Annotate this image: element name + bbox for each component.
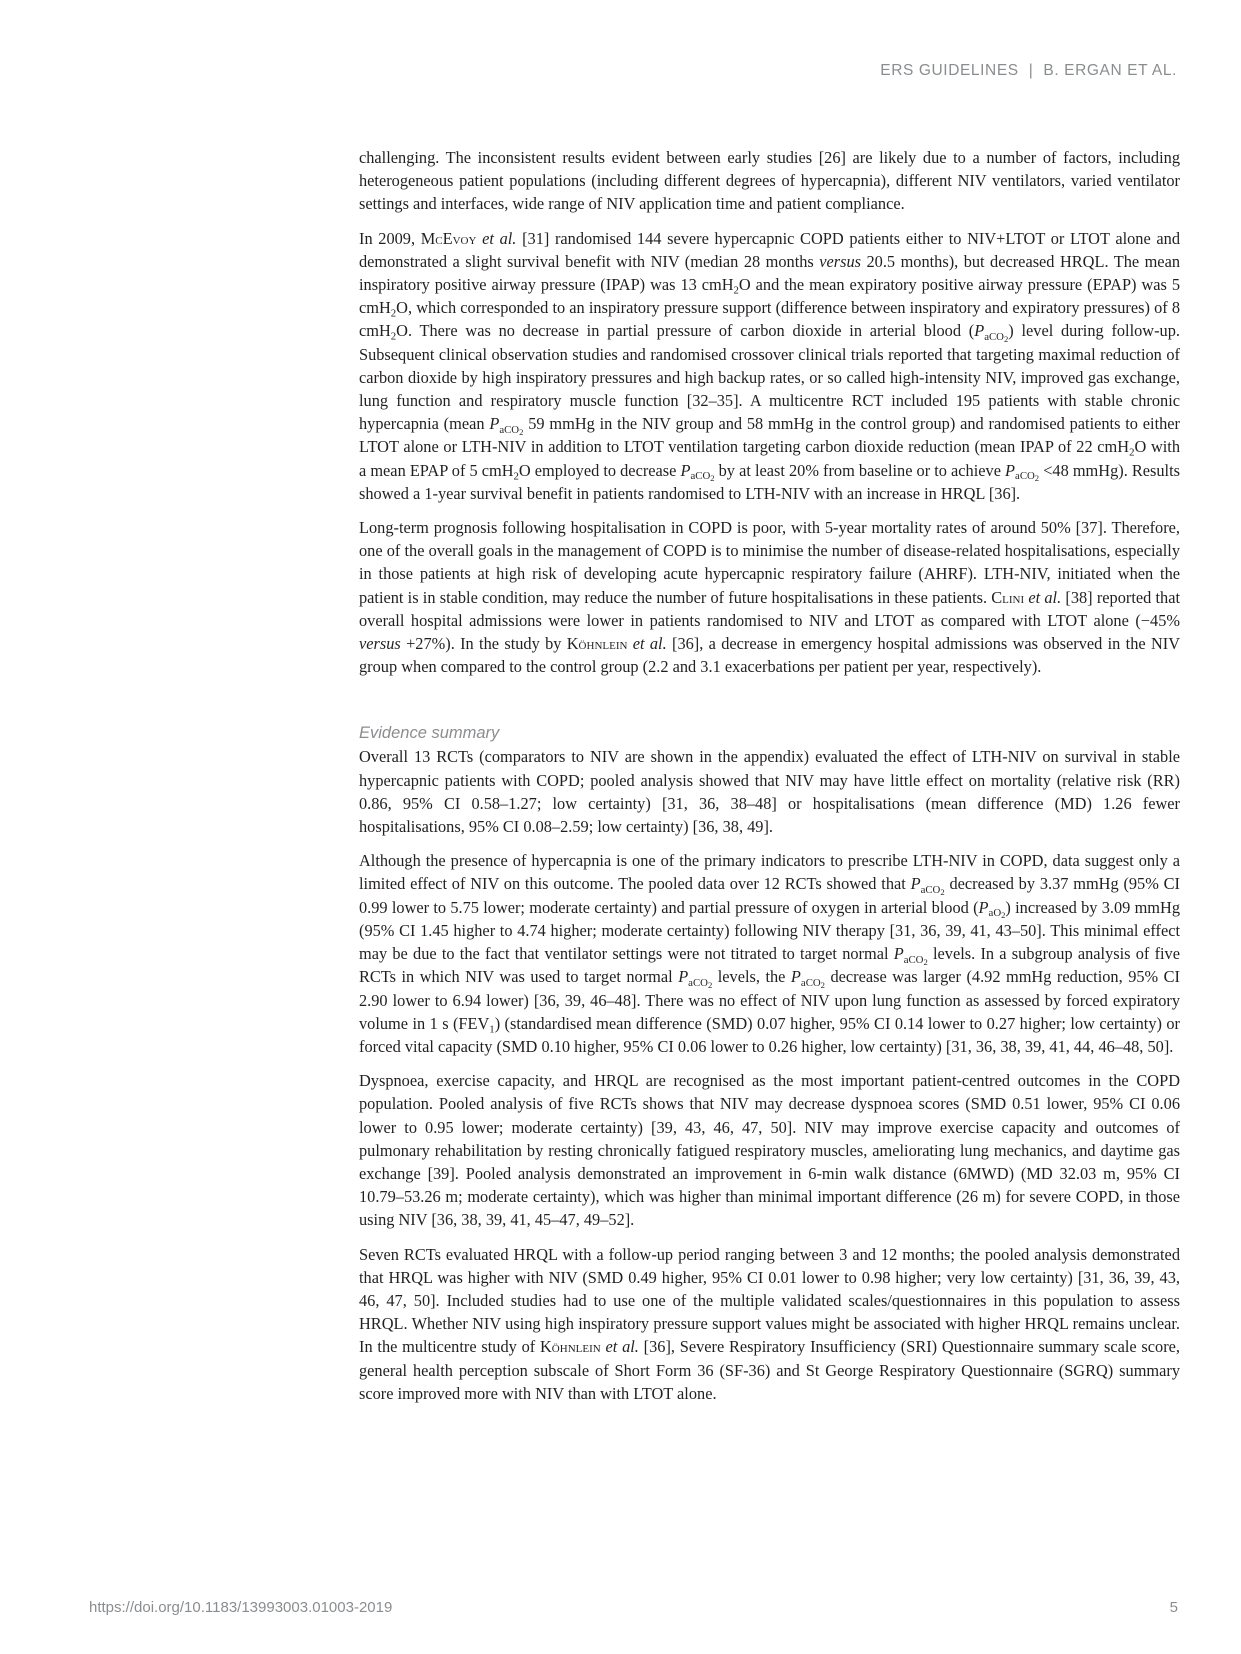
paragraph-7: Seven RCTs evaluated HRQL with a follow-up period ranging between 3 and 12 months; the pooled analysis demonstrated that HRQL was higher with NIV (SMD 0.49 higher, 95% CI 0.01 lower to 0.98 higher; very low certainty) [31, 36, 39, 43, 46, 47, 50]. Included studies had to use one of the multiple validated scales/questionnaires in this population to assess HRQL. Whether NIV using high inspiratory pressure support values might be associated with higher HRQL remains unclear. In the multicentre study of Köhnlein et al. [36], Severe Respiratory Insufficiency (SRI) Questionnaire summary scale score, general health perception subscale of Short Form 36 (SF-36) and St George Respiratory Questionnaire (SGRQ) summary score improved more with NIV than with LTOT alone.	[359, 1244, 1180, 1403]
journal-section-label: ERS GUIDELINES	[880, 62, 1019, 79]
author-mcevoy: McEvoy	[420, 228, 477, 248]
paragraph-3: Long-term prognosis following hospitalisation in COPD is poor, with 5-year mortality rates of around 50% [37]. Therefore, one of the overall goals in the management of COPD is to minimise the number of disease-related hospitalisations, especially in those patients at high risk of developing acute hypercapnic respiratory failure (AHRF). LTH-NIV, initiated when the patient is in stable condition, may reduce the number of future hospitalisations in these patients. Clini et al. [38] reported that overall hospital admissions were lower in patients randomised to NIV and LTOT as compared with LTOT alone (−45% versus +27%). In the study by Köhnlein et al. [36], a decrease in emergency hospital admissions was observed in the NIV group when compared to the control group (2.2 and 3.1 exacerbations per patient per year, respectively).	[359, 518, 1181, 677]
section-heading-evidence-summary: Evidence summary	[359, 724, 500, 743]
article-body	[359, 146, 1180, 1405]
paragraph-2: In 2009, McEvoy et al. [31] randomised 144 severe hypercapnic COPD patients either to NIV+LTOT or LTOT alone and demonstrated a slight survival benefit with NIV (median 28 months versus 20.5 months), but decreased HRQL. The mean inspiratory positive airway pressure (IPAP) was 13 cmH$_2$O and the mean expiratory positive airway pressure (EPAP) was 5 cmH$_2$O, which corresponded to an inspiratory pressure support (difference between inspiratory and expiratory pressures) of 8 cmH$_2$O. There was no decrease in partial pressure of carbon dioxide in arterial blood $(P_{aCO_2})$ level during follow-up. Subsequent clinical observation studies and randomised crossover clinical trials reported that targeting maximal reduction of carbon dioxide by high inspiratory pressures and high backup rates, or so called high-intensity NIV, improved gas exchange, lung function and respiratory muscle function [32–35]. A multicentre RCT included 195 patients with stable chronic hypercapnia (mean $P_{aCO_2}$ 59 mmHg in the NIV group and 58 mmHg in the control group) and randomised patients to either LTOT alone or LTH-NIV in addition to LTOT ventilation targeting carbon dioxide reduction (mean IPAP of 22 cmH$_2$O with a mean EPAP of 5 cmH$_2$O employed to decrease $P_{aCO_2}$ by at least 20% from baseline or to achieve $P_{aCO_2} <48$ mmHg). Results showed a 1-year survival benefit in patients randomised to LTH-NIV with an increase in HRQL [36].	[359, 228, 1181, 503]
author-clini: Clini	[991, 587, 1025, 607]
author-kohnlein: Köhnlein	[566, 634, 628, 654]
header-authors: B. ERGAN ET AL.	[1043, 62, 1177, 79]
paragraph-5: Although the presence of hypercapnia is one of the primary indicators to prescribe LTH-NIV in COPD, data suggest only a limited effect of NIV on this outcome. The pooled data over 12 RCTs showed that $P_{aCO_2}$ decreased by 3.37 mmHg (95% CI 0.99 lower to 5.75 lower; moderate certainty) and partial pressure of oxygen in arterial blood $(P_{aO_2})$ increased by 3.09 mmHg (95% CI 1.45 higher to 4.74 higher; moderate certainty) following NIV therapy [31, 36, 39, 41, 43–50]. This minimal effect may be due to the fact that ventilator settings were not titrated to target normal $P_{aCO_2}$ levels. In a subgroup analysis of five RCTs in which NIV was used to target normal $P_{aCO_2}$ levels, the $P_{aCO_2}$ decrease was larger (4.92 mmHg reduction, 95% CI 2.90 lower to 6.94 lower) [36, 39, 46–48]. There was no effect of NIV upon lung function as assessed by forced expiratory volume in 1 s $(FEV_1)$ (standardised mean difference (SMD) 0.07 higher, 95% CI 0.14 lower to 0.27 higher; low certainty) or forced vital capacity (SMD 0.10 higher, 95% CI 0.06 lower to 0.26 higher, low certainty) [31, 36, 38, 39, 41, 44, 46–48, 50].	[359, 851, 1180, 1056]
header-separator: |	[1028, 62, 1034, 79]
author-kohnlein-2: Köhnlein	[540, 1337, 601, 1357]
doi-link[interactable]: https://doi.org/10.1183/13993003.01003-2019	[89, 1599, 393, 1616]
running-header	[880, 62, 1177, 80]
paragraph-6: Dyspnoea, exercise capacity, and HRQL are recognised as the most important patient-centred outcomes in the COPD population. Pooled analysis of five RCTs shows that NIV may decrease dyspnoea scores (SMD 0.51 lower, 95% CI 0.06 lower to 0.95 lower; moderate certainty) [39, 43, 46, 47, 50]. NIV may improve exercise capacity and outcomes of pulmonary rehabilitation by resting chronically fatigued respiratory muscles, ameliorating lung mechanics, and daytime gas exchange [39]. Pooled analysis demonstrated an improvement in 6-min walk distance (6MWD) (MD 32.03 m, 95% CI 10.79–53.26 m; moderate certainty), which was higher than minimal important difference (26 m) for severe COPD, in those using NIV [36, 38, 39, 41, 45–47, 49–52].	[359, 1071, 1180, 1230]
paragraph-4: Overall 13 RCTs (comparators to NIV are shown in the appendix) evaluated the effect of LTH-NIV on survival in stable hypercapnic patients with COPD; pooled analysis showed that NIV may have little effect on mortality (relative risk (RR) 0.86, 95% CI 0.58–1.27; low certainty) [31, 36, 38–48] or hospitalisations (mean difference (MD) 1.26 fewer hospitalisations, 95% CI 0.08–2.59; low certainty) [36, 38, 49].	[359, 747, 1180, 837]
page-number: 5	[1169, 1599, 1178, 1616]
paragraph-1: challenging. The inconsistent results evident between early studies [26] are likely due to a number of factors, including heterogeneous patient populations (including different degrees of hypercapnia), different NIV ventilators, varied ventilator settings and interfaces, wide range of NIV application time and patient compliance.	[359, 148, 1180, 214]
